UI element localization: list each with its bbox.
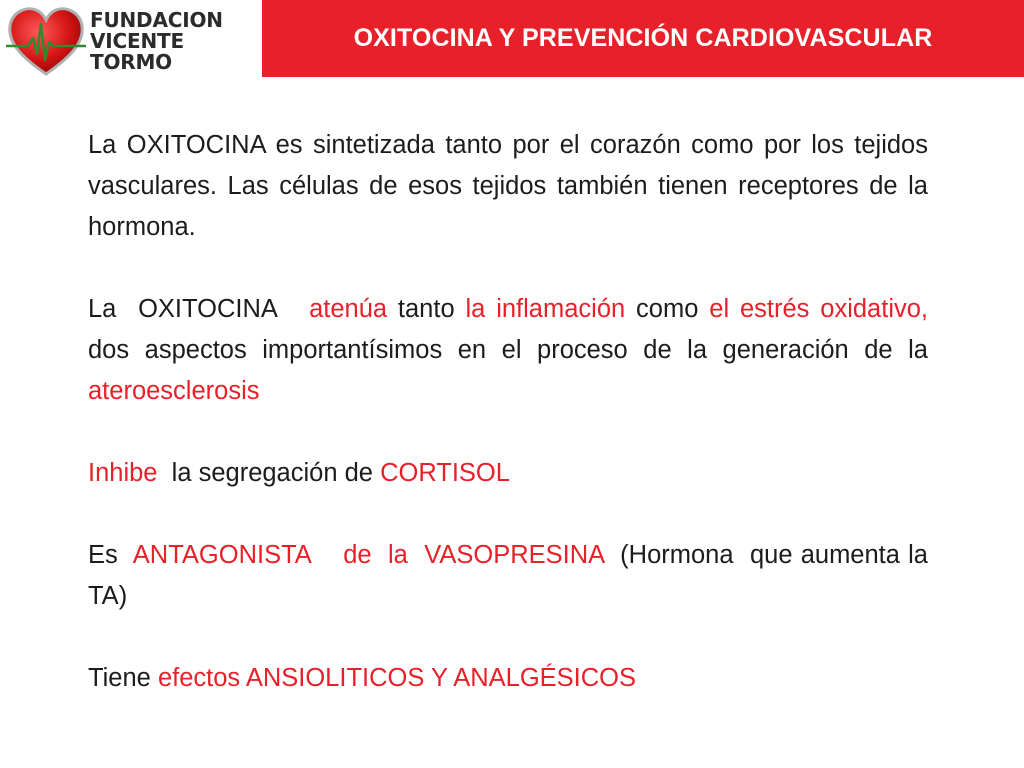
p2-text-4: dos aspectos importantísimos en el proceso de la generación de la [88,336,928,364]
p2-text-2: tanto [387,295,466,323]
p2-highlight-atenua: atenúa [309,295,388,323]
p2-text-3: como [625,295,710,323]
p3-text-1: la segregación de [157,459,381,487]
p5-highlight-efectos: efectos ANSIOLITICOS Y ANALGÉSICOS [157,664,637,692]
p2-text-1: La OXITOCINA [88,295,310,323]
heart-icon [6,4,86,78]
logo-line-1: FUNDACION [90,8,223,32]
page-title: OXITOCINA Y PREVENCIÓN CARDIOVASCULAR [353,24,933,52]
p5-text-1: Tiene [88,664,158,692]
p2-highlight-estres: el estrés oxidativo, [709,295,928,323]
p2-highlight-inflamacion: la inflamación [465,295,626,323]
paragraph-5 [88,658,928,699]
p3-highlight-inhibe: Inhibe [88,459,158,487]
slide-body [88,125,935,699]
header-bar [262,0,1024,77]
logo-line-2: VICENTE TORMO [90,29,184,74]
p4-highlight-antagonista: ANTAGONISTA de la VASOPRESINA [132,541,604,569]
p2-highlight-ateroesclerosis: ateroesclerosis [88,377,260,405]
paragraph-4 [88,535,935,617]
logo-text [90,10,246,73]
paragraph-1: La OXITOCINA es sintetizada tanto por el corazón como por los tejidos vasculares. Las células de esos tejidos también tienen receptores de la hormona. [88,131,928,241]
p4-text-2: (Hormona que aumenta la TA) [88,541,935,610]
p3-highlight-cortisol: CORTISOL [380,459,510,487]
paragraph-3 [88,453,928,494]
paragraph-2 [88,289,928,412]
fundacion-logo [6,4,246,78]
p4-text-1: Es [88,541,133,569]
